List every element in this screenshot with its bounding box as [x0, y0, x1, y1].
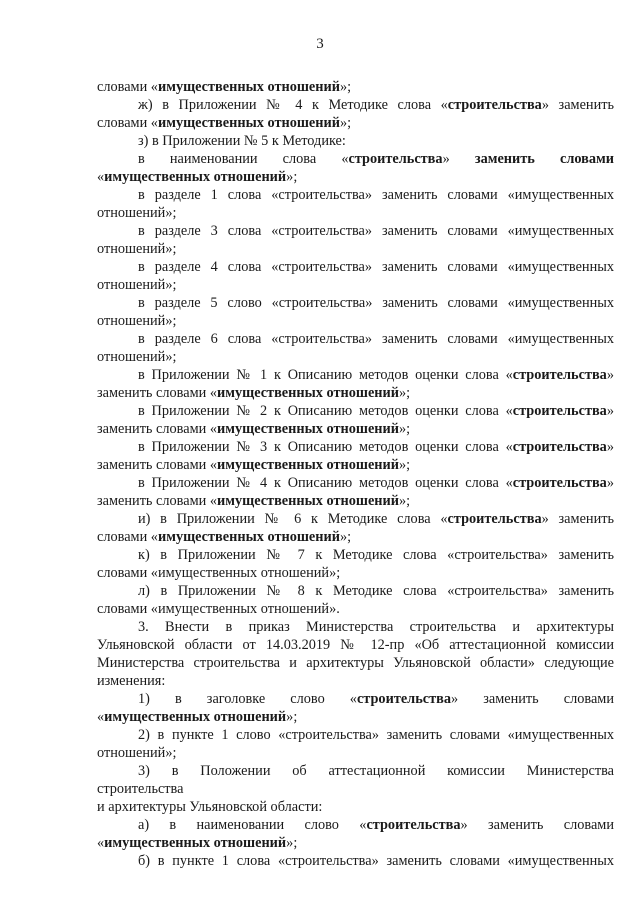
bold-text-run: имущественных отношений	[217, 457, 400, 473]
bold-text-run: строительства	[447, 97, 542, 113]
text-run: в наименовании слова «	[138, 151, 349, 167]
text-line	[97, 600, 614, 618]
text-line	[138, 294, 614, 312]
bold-text-run: строительства	[512, 403, 607, 419]
text-run: «	[97, 835, 105, 851]
text-run: заменить словами «	[97, 493, 217, 509]
text-run: » заменить	[541, 511, 614, 527]
text-run: б) в пункте 1 слова «строительства» заменить словами «имущественных	[138, 853, 614, 869]
text-run: заменить словами «	[97, 385, 217, 401]
text-run: в разделе 3 слова «строительства» заменить словами «имущественных	[138, 223, 614, 239]
text-run: словами «имущественных отношений».	[97, 601, 340, 617]
text-line	[97, 744, 614, 762]
text-run: «	[97, 169, 105, 185]
text-line	[138, 726, 614, 744]
text-run: изменения:	[97, 673, 166, 689]
text-line	[97, 672, 614, 690]
text-run: »;	[399, 421, 411, 437]
bold-text-run: заменить словами	[474, 151, 614, 167]
text-line	[138, 690, 614, 708]
bold-text-run: имущественных отношений	[157, 529, 340, 545]
text-line	[138, 618, 614, 636]
text-run: »;	[339, 79, 352, 95]
text-line	[97, 240, 614, 258]
text-run: »;	[399, 385, 411, 401]
text-run: отношений»;	[97, 313, 177, 329]
text-run: 3. Внести в приказ Министерства строительства и архитектуры	[138, 619, 614, 635]
text-line	[138, 438, 614, 456]
text-run: словами «	[97, 79, 158, 95]
text-run: строительства	[97, 781, 184, 797]
text-line	[138, 762, 614, 780]
text-line	[138, 222, 614, 240]
text-line	[138, 474, 614, 492]
text-line	[97, 834, 614, 852]
text-run: »	[442, 151, 475, 167]
text-run: 1) в заголовке слово «	[138, 691, 357, 707]
text-line	[97, 492, 614, 510]
text-line	[97, 276, 614, 294]
text-run: » заменить словами	[460, 817, 614, 833]
bold-text-run: строительства	[447, 511, 542, 527]
text-run: »	[606, 475, 614, 491]
text-run: в разделе 1 слова «строительства» заменить словами «имущественных	[138, 187, 614, 203]
text-line	[97, 312, 614, 330]
text-line	[138, 510, 614, 528]
bold-text-run: имущественных отношений	[157, 115, 340, 131]
text-run: словами «	[97, 529, 158, 545]
text-line	[97, 708, 614, 726]
text-line	[97, 168, 614, 186]
text-line	[97, 780, 614, 798]
text-line	[138, 582, 614, 600]
text-run: отношений»;	[97, 241, 177, 257]
text-run: в разделе 4 слова «строительства» заменить словами «имущественных	[138, 259, 614, 275]
text-line	[97, 456, 614, 474]
text-line	[138, 258, 614, 276]
text-run: Министерства строительства и архитектуры Ульяновской области» следующие	[97, 655, 614, 671]
text-run: отношений»;	[97, 277, 177, 293]
text-run: »	[606, 439, 614, 455]
bold-text-run: имущественных отношений	[104, 835, 287, 851]
text-line	[138, 330, 614, 348]
text-run: »;	[286, 169, 298, 185]
bold-text-run: имущественных отношений	[104, 709, 287, 725]
text-run: «	[97, 709, 105, 725]
bold-text-run: строительства	[356, 691, 452, 707]
text-run: з) в Приложении № 5 к Методике:	[138, 133, 346, 149]
text-run: »	[606, 367, 614, 383]
text-line	[138, 816, 614, 834]
text-run: »;	[286, 709, 298, 725]
bold-text-run: имущественных отношений	[217, 421, 400, 437]
text-run: в Приложении № 4 к Описанию методов оценки слова «	[138, 475, 513, 491]
text-run: » заменить словами	[451, 691, 614, 707]
text-run: 3) в Положении об аттестационной комиссии Министерства	[138, 763, 614, 779]
bold-text-run: имущественных отношений	[217, 385, 400, 401]
text-run: ж) в Приложении № 4 к Методике слова «	[138, 97, 448, 113]
text-run: и) в Приложении № 6 к Методике слова «	[138, 511, 448, 527]
bold-text-run: строительства	[348, 151, 443, 167]
text-run: »;	[399, 457, 411, 473]
bold-text-run: имущественных отношений	[157, 79, 340, 95]
text-run: »;	[286, 835, 298, 851]
text-line	[138, 402, 614, 420]
text-line	[97, 528, 614, 546]
text-run: »;	[399, 493, 411, 509]
text-line	[97, 78, 614, 96]
text-run: отношений»;	[97, 349, 177, 365]
text-run: 2) в пункте 1 слово «строительства» заменить словами «имущественных	[138, 727, 614, 743]
text-line	[97, 654, 614, 672]
text-line	[138, 150, 614, 168]
text-run: л) в Приложении № 8 к Методике слова «строительства» заменить	[138, 583, 614, 599]
text-run: словами «имущественных отношений»;	[97, 565, 341, 581]
text-line	[97, 348, 614, 366]
bold-text-run: строительства	[512, 367, 607, 383]
text-run: в разделе 6 слова «строительства» заменить словами «имущественных	[138, 331, 614, 347]
text-run: Ульяновской области от 14.03.2019 № 12-пр «Об аттестационной комиссии	[97, 637, 614, 653]
text-run: в разделе 5 слово «строительства» заменить словами «имущественных	[138, 295, 614, 311]
text-line	[97, 204, 614, 222]
bold-text-run: строительства	[512, 475, 607, 491]
text-run: в Приложении № 3 к Описанию методов оценки слова «	[138, 439, 513, 455]
bold-text-run: строительства	[366, 817, 461, 833]
text-run: в Приложении № 1 к Описанию методов оценки слова «	[138, 367, 513, 383]
text-run: и архитектуры Ульяновской области:	[97, 799, 323, 815]
text-line	[97, 114, 614, 132]
text-run: к) в Приложении № 7 к Методике слова «строительства» заменить	[138, 547, 614, 563]
text-run: заменить словами «	[97, 457, 217, 473]
text-line	[97, 420, 614, 438]
text-run: » заменить	[541, 97, 614, 113]
bold-text-run: строительства	[512, 439, 607, 455]
text-line	[138, 96, 614, 114]
text-run: а) в наименовании слово «	[138, 817, 367, 833]
text-run: »;	[339, 529, 352, 545]
text-run: в Приложении № 2 к Описанию методов оценки слова «	[138, 403, 513, 419]
text-line	[97, 564, 614, 582]
bold-text-run: имущественных отношений	[104, 169, 287, 185]
text-line	[97, 798, 614, 816]
bold-text-run: имущественных отношений	[217, 493, 400, 509]
text-line	[138, 132, 614, 150]
text-run: отношений»;	[97, 745, 177, 761]
text-line	[97, 384, 614, 402]
text-run: »;	[339, 115, 352, 131]
text-run: »	[606, 403, 614, 419]
text-run: заменить словами «	[97, 421, 217, 437]
text-line	[138, 186, 614, 204]
text-line	[138, 366, 614, 384]
text-line	[138, 546, 614, 564]
text-run: отношений»;	[97, 205, 177, 221]
text-run: словами «	[97, 115, 158, 131]
text-line	[97, 636, 614, 654]
page-number: 3	[316, 36, 324, 52]
text-line	[138, 852, 614, 870]
